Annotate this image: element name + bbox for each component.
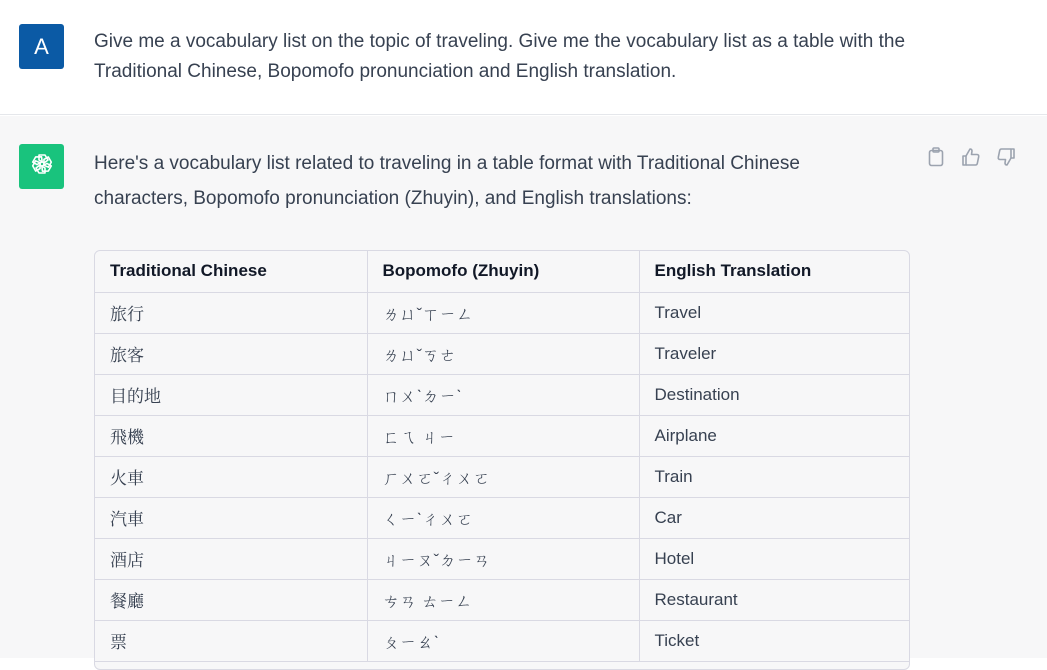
cell-english: Airplane	[639, 415, 910, 456]
cell-bopomofo: ㄆㄧㄠˋ	[367, 620, 639, 661]
cell-english: Destination	[639, 374, 910, 415]
table-header-row	[95, 251, 910, 292]
cell-chinese: 火車	[95, 456, 367, 497]
user-message	[0, 0, 1047, 115]
cell-bopomofo: ㄌㄩˇㄒㄧㄥ	[367, 292, 639, 333]
cell-english: Restaurant	[639, 579, 910, 620]
table-row	[95, 333, 910, 374]
header-bopomofo: Bopomofo (Zhuyin)	[367, 251, 639, 292]
table-row	[95, 415, 910, 456]
copy-icon	[927, 147, 945, 172]
cell-chinese: 汽車	[95, 497, 367, 538]
cell-bopomofo: ㄏㄨㄛˇㄔㄨㄛ	[367, 456, 639, 497]
openai-logo-icon	[28, 150, 56, 183]
table-row	[95, 497, 910, 538]
cell-chinese: 票	[95, 620, 367, 661]
cell-bopomofo: ㄐㄧㄡˇㄉㄧㄢ	[367, 538, 639, 579]
copy-button[interactable]	[924, 148, 947, 171]
cell-english: Travel	[639, 292, 910, 333]
thumbs-up-icon	[961, 147, 981, 172]
cell-chinese: 酒店	[95, 538, 367, 579]
table-row	[95, 620, 910, 661]
cell-english: Train	[639, 456, 910, 497]
thumbs-down-icon	[996, 147, 1016, 172]
vocabulary-table	[95, 251, 910, 662]
table-row	[95, 579, 910, 620]
header-traditional-chinese: Traditional Chinese	[95, 251, 367, 292]
cell-english: Ticket	[639, 620, 910, 661]
cell-chinese: 餐廳	[95, 579, 367, 620]
assistant-message	[0, 116, 1047, 658]
user-avatar: A	[19, 24, 64, 69]
vocabulary-table-container	[94, 250, 910, 670]
cell-chinese: 目的地	[95, 374, 367, 415]
table-row	[95, 456, 910, 497]
assistant-intro-text: Here's a vocabulary list related to traveling in a table format with Traditional Chinese characters, Bopomofo pronunciation (Zhuyin), and English translations:	[94, 153, 800, 209]
cell-bopomofo: ㄌㄩˇㄎㄜ	[367, 333, 639, 374]
cell-english: Traveler	[639, 333, 910, 374]
cell-bopomofo: ㄑㄧˋㄔㄨㄛ	[367, 497, 639, 538]
assistant-avatar	[19, 144, 64, 189]
cell-bopomofo: ㄈㄟ ㄐㄧ	[367, 415, 639, 456]
user-message-text: Give me a vocabulary list on the topic of traveling. Give me the vocabulary list as a table with the Traditional Chinese, Bopomofo pronunciation and English translation.	[94, 31, 906, 82]
cell-english: Car	[639, 497, 910, 538]
header-english-translation: English Translation	[639, 251, 910, 292]
message-actions	[924, 148, 1017, 172]
thumbs-down-button[interactable]	[994, 148, 1017, 171]
thumbs-up-button[interactable]	[959, 148, 982, 171]
cell-bopomofo: ㄘㄢ ㄊㄧㄥ	[367, 579, 639, 620]
table-row	[95, 374, 910, 415]
cell-bopomofo: ㄇㄨˋㄉㄧˋ	[367, 374, 639, 415]
table-row	[95, 538, 910, 579]
table-row	[95, 292, 910, 333]
cell-chinese: 飛機	[95, 415, 367, 456]
cell-chinese: 旅行	[95, 292, 367, 333]
cell-english: Hotel	[639, 538, 910, 579]
cell-chinese: 旅客	[95, 333, 367, 374]
